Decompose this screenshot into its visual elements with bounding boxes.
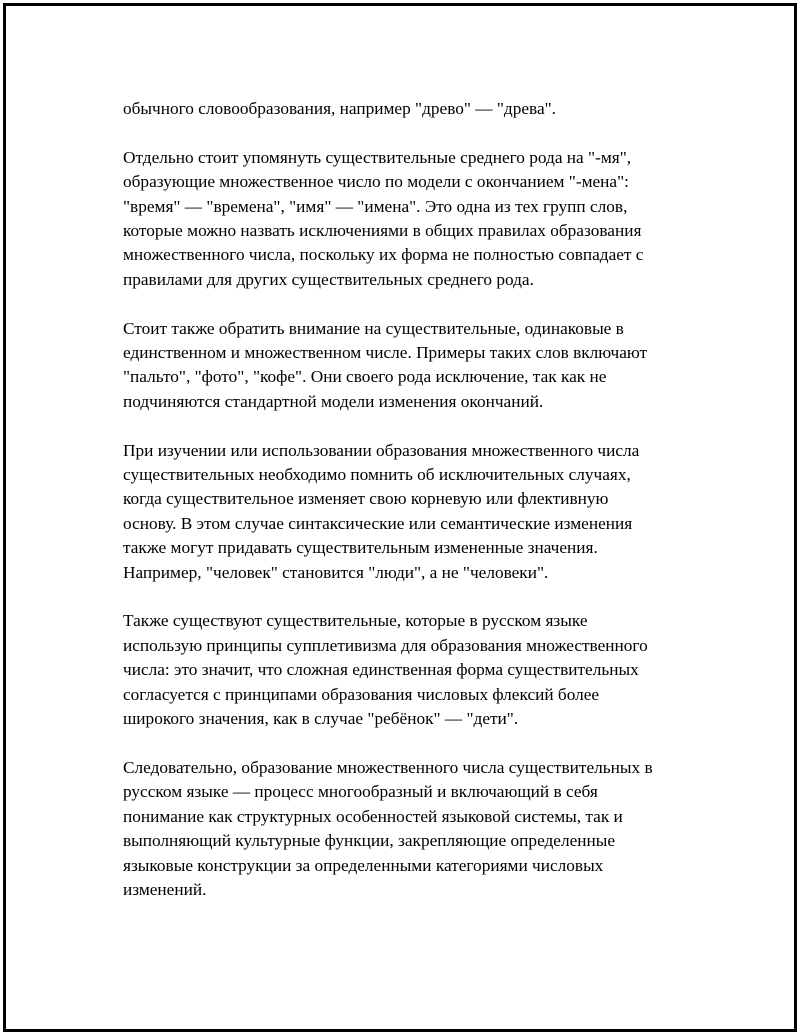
text-line: выполняющий культурные функции, закрепляющие определенные bbox=[123, 831, 616, 851]
text-line: При изучении или использовании образования множественного числа bbox=[123, 440, 640, 460]
text-line: использую принципы супплетивизма для образования множественного bbox=[123, 635, 648, 655]
text-line: "пальто", "фото", "кофе". Они своего рода исключение, так как не bbox=[123, 367, 607, 387]
text-line: основу. В этом случае синтаксические или семантические изменения bbox=[123, 513, 633, 533]
text-line: языковые конструкции за определенными категориями числовых bbox=[123, 855, 604, 875]
paragraph bbox=[123, 317, 703, 415]
text-line: подчиняются стандартной модели изменения окончаний. bbox=[123, 391, 544, 411]
text-line: когда существительное изменяет свою корневую или флективную bbox=[123, 489, 609, 509]
text-line: Следовательно, образование множественного числа существительных в bbox=[123, 757, 653, 777]
text-line: существительных необходимо помнить об исключительных случаях, bbox=[123, 465, 631, 485]
text-line: Стоит также обратить внимание на существительные, одинаковые в bbox=[123, 318, 624, 338]
text-line: единственном и множественном числе. Примеры таких слов включают bbox=[123, 343, 648, 363]
text-line: также могут придавать существительным измененные значения. bbox=[123, 538, 598, 558]
text-line: образующие множественное число по модели с окончанием "-мена": bbox=[123, 172, 629, 192]
text-line: согласуется с принципами образования числовых флексий более bbox=[123, 684, 600, 704]
text-line: широкого значения, как в случае "ребёнок" — "дети". bbox=[123, 709, 519, 729]
document-body bbox=[123, 97, 703, 902]
text-line: изменений. bbox=[123, 879, 207, 899]
paragraph bbox=[123, 146, 703, 292]
page-frame bbox=[3, 3, 797, 1032]
text-line: обычного словообразования, например "древо" — "древа". bbox=[123, 99, 557, 118]
text-line: которые можно назвать исключениями в общих правилах образования bbox=[123, 221, 642, 241]
text-line: множественного числа, поскольку их форма не полностью совпадает с bbox=[123, 245, 644, 265]
paragraph bbox=[123, 97, 703, 121]
paragraph bbox=[123, 439, 703, 585]
paragraph bbox=[123, 609, 703, 731]
text-line: русском языке — процесс многообразный и включающий в себя bbox=[123, 782, 598, 802]
text-line: числа: это значит, что сложная единственная форма существительных bbox=[123, 660, 639, 680]
text-line: правилами для других существительных среднего рода. bbox=[123, 269, 534, 289]
text-line: Также существуют существительные, которые в русском языке bbox=[123, 611, 588, 631]
text-line: Например, "человек" становится "люди", а не "человеки". bbox=[123, 562, 549, 582]
text-line: понимание как структурных особенностей языковой системы, так и bbox=[123, 806, 623, 826]
text-line: "время" — "времена", "имя" — "имена". Это одна из тех групп слов, bbox=[123, 196, 628, 216]
text-line: Отдельно стоит упомянуть существительные среднего рода на "-мя", bbox=[123, 147, 632, 167]
paragraph bbox=[123, 756, 703, 902]
